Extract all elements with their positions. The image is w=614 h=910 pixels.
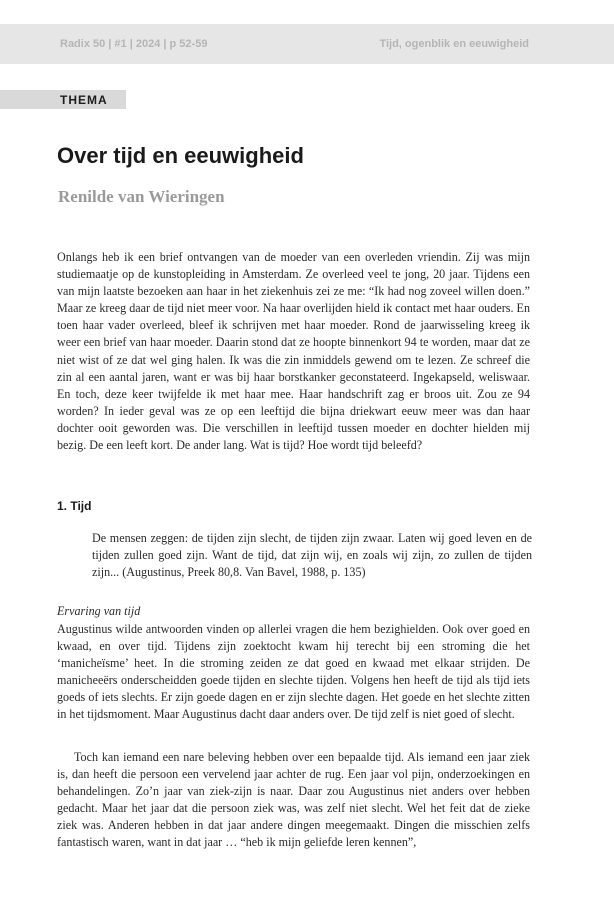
intro-paragraph: Onlangs heb ik een brief ontvangen van de moeder van een overleden vriendin. Zij was mijn studiemaatje op de kunstopleiding in Amsterdam. Ze overleed veel te jong, 20 jaar. Tijdens een van mijn laatste bezoeken aan haar in het ziekenhuis zei ze me: “Ik had nog zoveel willen doen.” Maar ze kreeg daar de tijd niet meer voor. Na haar overlijden hield ik contact met haar ouders. En toen haar vader overleed, bleef ik schrijven met haar moeder. Rond de jaarwisseling kreeg ik weer een brief van haar moeder. Daarin stond dat ze hoopte binnenkort 94 te worden, maar dat ze niet wist of ze dat wel ging halen. Ik was die zin inmiddels gewend om te lezen. Ze schreef die zin al een aantal jaren, want er was bij haar borstkanker geconstateerd. Ingekapseld, weliswaar. En toch, deze keer twijfelde ik met haar mee. Haar handschrift zag er broos uit. Zou ze 94 worden? In ieder geval was ze op een leeftijd die bijna driekwart eeuw meer was dan haar dochter ooit geworden was. Die verschillen in leeftijd tussen moeder en dochter hielden mij bezig. De een leeft kort. De ander lang. Wat is tijd? Hoe wordt tijd beleefd?: [57, 250, 530, 453]
subsection-heading: Ervaring van tijd: [57, 604, 141, 618]
category-label: THEMA: [60, 93, 108, 107]
category-label-box: [0, 90, 126, 109]
section-heading: 1. Tijd: [57, 499, 92, 513]
article-author: Renilde van Wieringen: [58, 187, 225, 206]
body-paragraph-2: Toch kan iemand een nare beleving hebben over een bepaalde tijd. Als iemand een jaar ziek is, dan heeft die persoon een vervelend jaar achter de rug. Een jaar vol pijn, onderzoekingen en behandelingen. Zo’n jaar van ziek-zijn is naar. Daar zou Augustinus niet anders over hebben gedacht. Maar het jaar dat die persoon ziek was, was zelf niet slecht. Wel het feit dat de zieke ziek was. Anderen hebben in dat jaar andere dingen meegemaakt. Dingen die misschien zelfs fantastisch waren, want in dat jaar … “heb ik mijn geliefde leren kennen”,: [57, 750, 530, 850]
running-title: Tijd, ogenblik en eeuwigheid: [379, 38, 529, 50]
article-title: Over tijd en eeuwigheid: [57, 143, 304, 168]
body-paragraph-1: Augustinus wilde antwoorden vinden op allerlei vragen die hem bezighielden. Ook over goed en kwaad, en over tijd. Tijdens zijn zoektocht kwam hij terecht bij een stroming die het ‘manicheïsme’ heet. In die stroming zeiden ze dat goed en kwaad met elkaar strijden. De manicheeërs onderscheidden goede tijden en slechte tijden. Volgens hen heeft de tijd als tijd iets goeds of iets slechts. Er zijn goede dagen en er zijn slechte dagen. Het goede en het slechte zitten in het tijdsmoment. Maar Augustinus dacht daar anders over. De tijd zelf is niet goed of slecht.: [57, 622, 530, 722]
block-quote: De mensen zeggen: de tijden zijn slecht, de tijden zijn zwaar. Laten wij goed leven en de tijden zullen goed zijn. Want de tijd, dat zijn wij, en zoals wij zijn, zo zullen de tijden zijn... (Augustinus, Preek 80,8. Van Bavel, 1988, p. 135): [92, 531, 532, 580]
journal-citation: Radix 50 | #1 | 2024 | p 52-59: [60, 38, 208, 50]
